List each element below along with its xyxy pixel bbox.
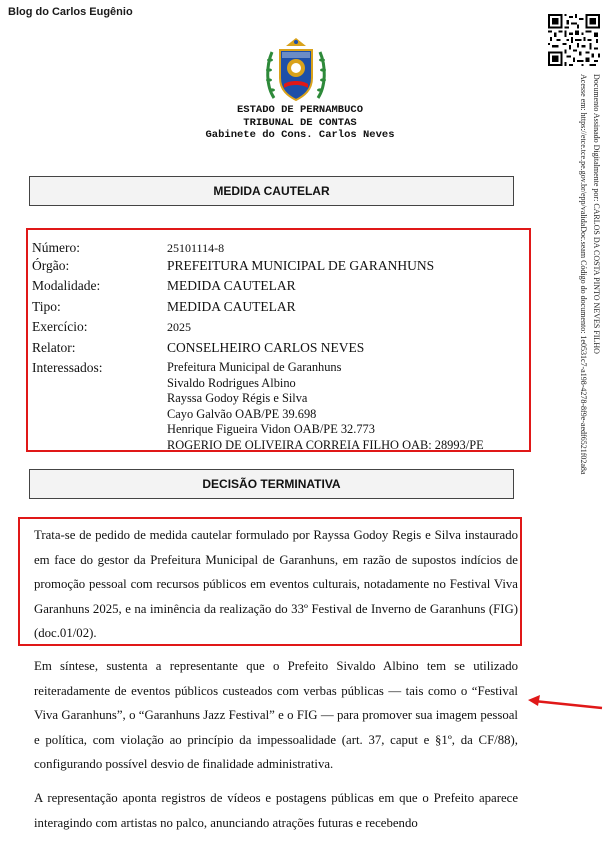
interessado-item: Prefeitura Municipal de Garanhuns (167, 360, 342, 374)
paragraph-2: Em síntese, sustenta a representante que o Prefeito Sivaldo Albino tem se utilizado reiteradamente de eventos públicos custeados com verbas públicas — tais como o “Festival Viva Garanhuns”, o “Garanhuns Jazz Festival” e o FIG — para promover sua imagem pessoal e política, com violação ao princípio da impessoalidade (art. 37, caput e §1º, da CF/88), configurando possível desvio de finalidade administrativa. (34, 659, 518, 771)
interessado-item: Sivaldo Rodrigues Albino (167, 375, 296, 390)
modalidade-label: Modalidade: (32, 278, 101, 293)
orgao-value: PREFEITURA MUNICIPAL DE GARANHUNS (167, 258, 435, 273)
interessado-item: ROGERIO DE OLIVEIRA CORREIA FILHO OAB: 28993/PE (167, 437, 484, 452)
modalidade-value: MEDIDA CAUTELAR (167, 278, 296, 293)
section-title-decisao-terminativa: DECISÃO TERMINATIVA (29, 469, 514, 499)
qr-code (548, 14, 600, 66)
interessados-label: Interessados: (32, 360, 103, 375)
interessado-item: Cayo Galvão OAB/PE 39.698 (167, 406, 317, 421)
header-office: Gabinete do Cons. Carlos Neves (205, 129, 395, 141)
tipo-label: Tipo: (32, 299, 61, 314)
exercicio-value: 2025 (167, 320, 191, 334)
digital-signature-note (572, 74, 602, 534)
interessados-list (167, 360, 484, 453)
numero-label: Número: (32, 240, 80, 255)
tipo-value: MEDIDA CAUTELAR (167, 299, 296, 314)
relator-label: Relator: (32, 340, 76, 355)
interessado-item: Henrique Figueira Vidon OAB/PE 32.773 (167, 422, 375, 436)
signature-line-2: Acesse em: https://etce.tce.pe.gov.br/epp/validaDoc.seam Código do documento: 1e0531c7-a198-4278-8f9e-aedf6521f02a8a (579, 74, 588, 475)
relator-value: CONSELHEIRO CARLOS NEVES (167, 340, 365, 355)
exercicio-label: Exercício: (32, 319, 88, 334)
paragraph-3: A representação aponta registros de vídeos e postagens públicas em que o Prefeito aparece interagindo com artistas no palco, anunciando atrações futuras e recebendo (34, 791, 518, 830)
header-court: TRIBUNAL DE CONTAS (243, 116, 357, 129)
blog-watermark: Blog do Carlos Eugênio (8, 6, 133, 18)
signature-line-1: Documento Assinado Digitalmente por: CARLOS DA COSTA PINTO NEVES FILHO (592, 74, 601, 354)
institution-header (160, 104, 440, 142)
interessado-item: Rayssa Godoy Régis e Silva (167, 391, 308, 405)
red-arrow-icon (524, 694, 604, 718)
section-title-medida-cautelar: MEDIDA CAUTELAR (29, 176, 514, 206)
orgao-label: Órgão: (32, 258, 70, 273)
paragraph-1: Trata-se de pedido de medida cautelar formulado por Rayssa Godoy Regis e Silva instaurado em face do gestor da Prefeitura Municipal de Garanhuns, em razão de supostos indícios de promoção pessoal com recursos públicos em eventos culturais, notadamente no Festival Viva Garanhuns 2025, e na iminência da realização do 33º Festival de Inverno de Garanhuns (FIG) (doc.01/02). (34, 528, 518, 640)
coat-of-arms-icon (264, 36, 328, 104)
header-state: ESTADO DE PERNAMBUCO (236, 104, 364, 116)
numero-value: 25101114-8 (167, 241, 225, 255)
